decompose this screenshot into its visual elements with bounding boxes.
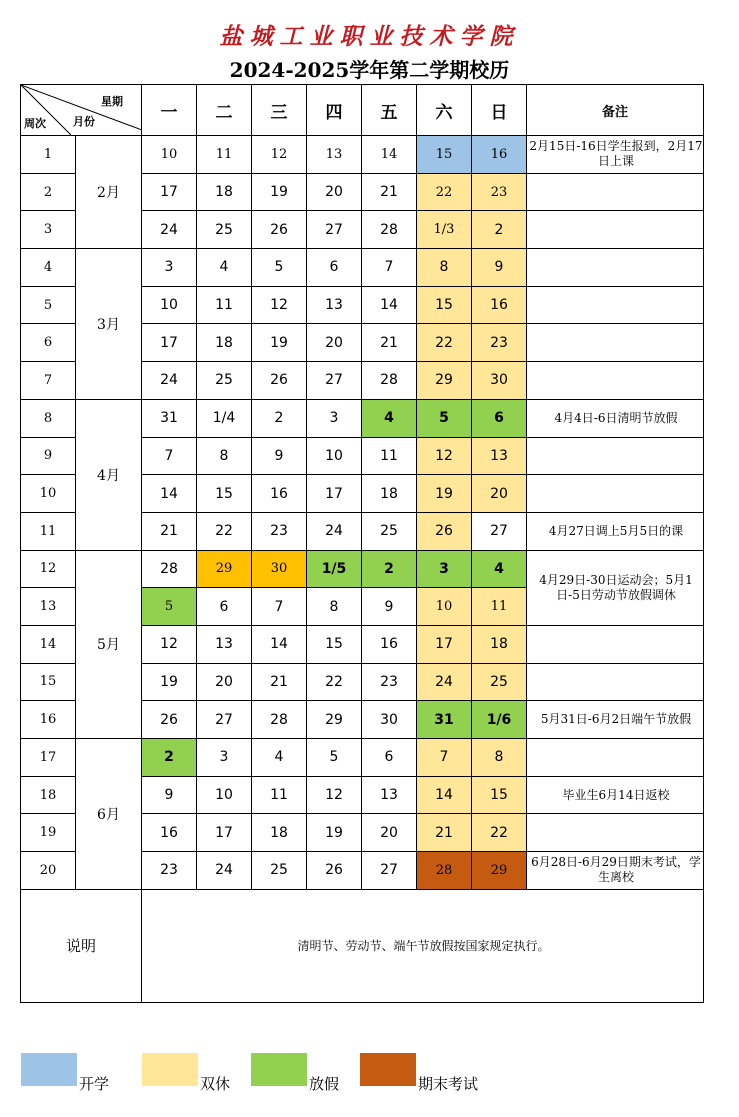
month-cell: 5月 (76, 550, 142, 738)
day-cell-thu: 1/5 (307, 550, 362, 588)
day-cell-wed: 18 (252, 814, 307, 852)
day-cell-sun: 20 (472, 475, 527, 513)
week-number-cell: 7 (21, 362, 76, 400)
day-cell-fri: 14 (362, 136, 417, 174)
note-cell: 4月4日-6日清明节放假 (527, 399, 704, 437)
school-logo-text: 盐城工业职业技术学院 (219, 23, 520, 50)
day-cell-wed: 30 (252, 550, 307, 588)
legend-swatch-holiday (251, 1053, 307, 1086)
day-cell-mon: 26 (142, 701, 197, 739)
legend-label-holiday: 放假 (309, 1075, 340, 1093)
day-cell-sun: 6 (472, 399, 527, 437)
weekday-header-mon: 一 (142, 85, 197, 136)
day-cell-sun: 2 (472, 211, 527, 249)
day-cell-sat: 22 (417, 324, 472, 362)
note-cell (527, 663, 704, 701)
week-number-cell: 1 (21, 136, 76, 174)
day-cell-sun: 25 (472, 663, 527, 701)
day-cell-tue: 27 (197, 701, 252, 739)
note-cell (527, 475, 704, 513)
day-cell-wed: 16 (252, 475, 307, 513)
day-cell-thu: 17 (307, 475, 362, 513)
note-cell (527, 286, 704, 324)
note-cell (527, 249, 704, 287)
day-cell-thu: 24 (307, 512, 362, 550)
note-cell (527, 362, 704, 400)
day-cell-tue: 24 (197, 852, 252, 890)
day-cell-wed: 26 (252, 211, 307, 249)
day-cell-wed: 12 (252, 286, 307, 324)
day-cell-mon: 17 (142, 324, 197, 362)
calendar-table (20, 84, 704, 1003)
day-cell-sat: 19 (417, 475, 472, 513)
month-cell: 6月 (76, 739, 142, 890)
day-cell-mon: 31 (142, 399, 197, 437)
day-cell-sun: 23 (472, 173, 527, 211)
week-number-cell: 6 (21, 324, 76, 362)
note-cell (527, 625, 704, 663)
day-cell-sat: 21 (417, 814, 472, 852)
day-cell-sat: 22 (417, 173, 472, 211)
day-cell-sat: 12 (417, 437, 472, 475)
day-cell-thu: 27 (307, 362, 362, 400)
note-cell (527, 437, 704, 475)
month-cell: 3月 (76, 249, 142, 400)
day-cell-wed: 19 (252, 173, 307, 211)
day-cell-thu: 5 (307, 739, 362, 777)
day-cell-thu: 22 (307, 663, 362, 701)
day-cell-tue: 11 (197, 286, 252, 324)
day-cell-fri: 21 (362, 324, 417, 362)
day-cell-tue: 13 (197, 625, 252, 663)
day-cell-mon: 12 (142, 625, 197, 663)
day-cell-fri: 28 (362, 211, 417, 249)
day-cell-mon: 3 (142, 249, 197, 287)
day-cell-thu: 20 (307, 173, 362, 211)
notes-header: 备注 (527, 85, 704, 136)
legend-swatch-opening (21, 1053, 77, 1086)
day-cell-mon: 21 (142, 512, 197, 550)
week-number-cell: 13 (21, 588, 76, 626)
day-cell-fri: 21 (362, 173, 417, 211)
day-cell-sun: 22 (472, 814, 527, 852)
explanation-row (21, 889, 704, 1002)
day-cell-tue: 17 (197, 814, 252, 852)
day-cell-wed: 12 (252, 136, 307, 174)
day-cell-thu: 29 (307, 701, 362, 739)
day-cell-sat: 7 (417, 739, 472, 777)
day-cell-tue: 20 (197, 663, 252, 701)
day-cell-fri: 4 (362, 399, 417, 437)
day-cell-sat: 31 (417, 701, 472, 739)
day-cell-thu: 12 (307, 776, 362, 814)
corner-label-weekday: 星期 (101, 95, 123, 108)
day-cell-mon: 10 (142, 286, 197, 324)
day-cell-sun: 27 (472, 512, 527, 550)
note-cell: 毕业生6月14日返校 (527, 776, 704, 814)
day-cell-fri: 9 (362, 588, 417, 626)
week-row (21, 399, 704, 437)
day-cell-sat: 5 (417, 399, 472, 437)
day-cell-tue: 4 (197, 249, 252, 287)
day-cell-tue: 15 (197, 475, 252, 513)
day-cell-tue: 29 (197, 550, 252, 588)
week-number-cell: 18 (21, 776, 76, 814)
day-cell-mon: 5 (142, 588, 197, 626)
day-cell-mon: 14 (142, 475, 197, 513)
day-cell-wed: 25 (252, 852, 307, 890)
day-cell-thu: 26 (307, 852, 362, 890)
day-cell-sun: 1/6 (472, 701, 527, 739)
note-cell: 4月27日调上5月5日的课 (527, 512, 704, 550)
legend (0, 1053, 739, 1098)
day-cell-sat: 15 (417, 136, 472, 174)
legend-label-weekend: 双休 (200, 1075, 231, 1093)
day-cell-mon: 19 (142, 663, 197, 701)
day-cell-wed: 2 (252, 399, 307, 437)
corner-label-week: 周次 (24, 117, 46, 130)
corner-label-month: 月份 (73, 115, 95, 128)
day-cell-fri: 14 (362, 286, 417, 324)
day-cell-thu: 13 (307, 286, 362, 324)
month-cell: 4月 (76, 399, 142, 550)
explanation-text: 清明节、劳动节、端午节放假按国家规定执行。 (142, 889, 704, 1002)
note-cell: 6月28日-6月29日期末考试，学生离校 (527, 852, 704, 890)
day-cell-fri: 27 (362, 852, 417, 890)
page-title: 2024-2025学年第二学期校历 (229, 58, 510, 82)
day-cell-tue: 10 (197, 776, 252, 814)
weekday-header-sun: 日 (472, 85, 527, 136)
legend-label-opening: 开学 (79, 1075, 110, 1093)
day-cell-sun: 9 (472, 249, 527, 287)
weekday-header-wed: 三 (252, 85, 307, 136)
week-number-cell: 4 (21, 249, 76, 287)
day-cell-tue: 1/4 (197, 399, 252, 437)
week-row (21, 136, 704, 174)
day-cell-sun: 8 (472, 739, 527, 777)
month-cell: 2月 (76, 136, 142, 249)
week-number-cell: 20 (21, 852, 76, 890)
week-number-cell: 9 (21, 437, 76, 475)
day-cell-wed: 26 (252, 362, 307, 400)
day-cell-wed: 7 (252, 588, 307, 626)
day-cell-tue: 18 (197, 324, 252, 362)
day-cell-mon: 23 (142, 852, 197, 890)
week-number-cell: 12 (21, 550, 76, 588)
day-cell-sat: 10 (417, 588, 472, 626)
legend-swatch-exam (360, 1053, 416, 1086)
week-number-cell: 2 (21, 173, 76, 211)
day-cell-mon: 24 (142, 362, 197, 400)
day-cell-tue: 18 (197, 173, 252, 211)
day-cell-thu: 27 (307, 211, 362, 249)
day-cell-tue: 25 (197, 211, 252, 249)
day-cell-wed: 23 (252, 512, 307, 550)
day-cell-sun: 11 (472, 588, 527, 626)
day-cell-sat: 17 (417, 625, 472, 663)
note-cell (527, 173, 704, 211)
day-cell-fri: 28 (362, 362, 417, 400)
day-cell-sat: 26 (417, 512, 472, 550)
day-cell-sat: 1/3 (417, 211, 472, 249)
day-cell-mon: 10 (142, 136, 197, 174)
day-cell-wed: 19 (252, 324, 307, 362)
day-cell-wed: 28 (252, 701, 307, 739)
week-row (21, 550, 704, 588)
week-number-cell: 14 (21, 625, 76, 663)
corner-header-cell (21, 85, 142, 136)
day-cell-tue: 22 (197, 512, 252, 550)
day-cell-mon: 28 (142, 550, 197, 588)
day-cell-fri: 23 (362, 663, 417, 701)
day-cell-thu: 8 (307, 588, 362, 626)
day-cell-fri: 25 (362, 512, 417, 550)
day-cell-sun: 16 (472, 286, 527, 324)
day-cell-sun: 15 (472, 776, 527, 814)
day-cell-sun: 23 (472, 324, 527, 362)
week-row (21, 249, 704, 287)
day-cell-fri: 16 (362, 625, 417, 663)
day-cell-thu: 3 (307, 399, 362, 437)
week-number-cell: 15 (21, 663, 76, 701)
weekday-header-thu: 四 (307, 85, 362, 136)
day-cell-thu: 20 (307, 324, 362, 362)
day-cell-thu: 19 (307, 814, 362, 852)
day-cell-thu: 13 (307, 136, 362, 174)
day-cell-mon: 17 (142, 173, 197, 211)
week-number-cell: 17 (21, 739, 76, 777)
week-number-cell: 11 (21, 512, 76, 550)
day-cell-sat: 24 (417, 663, 472, 701)
note-cell (527, 211, 704, 249)
day-cell-sun: 4 (472, 550, 527, 588)
note-cell (527, 739, 704, 777)
note-cell: 5月31日-6月2日端午节放假 (527, 701, 704, 739)
day-cell-mon: 2 (142, 739, 197, 777)
day-cell-fri: 6 (362, 739, 417, 777)
note-cell (527, 814, 704, 852)
day-cell-tue: 25 (197, 362, 252, 400)
day-cell-mon: 9 (142, 776, 197, 814)
day-cell-sun: 29 (472, 852, 527, 890)
day-cell-tue: 3 (197, 739, 252, 777)
day-cell-sat: 29 (417, 362, 472, 400)
day-cell-tue: 6 (197, 588, 252, 626)
note-cell: 2月15日-16日学生报到，2月17日上课 (527, 136, 704, 174)
day-cell-sat: 14 (417, 776, 472, 814)
day-cell-fri: 20 (362, 814, 417, 852)
day-cell-sun: 18 (472, 625, 527, 663)
day-cell-sat: 3 (417, 550, 472, 588)
day-cell-sun: 16 (472, 136, 527, 174)
weekday-header-tue: 二 (197, 85, 252, 136)
legend-label-exam: 期末考试 (418, 1075, 479, 1093)
week-number-cell: 3 (21, 211, 76, 249)
header-row (21, 85, 704, 136)
week-number-cell: 10 (21, 475, 76, 513)
day-cell-fri: 18 (362, 475, 417, 513)
note-cell (527, 324, 704, 362)
day-cell-wed: 14 (252, 625, 307, 663)
day-cell-sat: 8 (417, 249, 472, 287)
day-cell-mon: 16 (142, 814, 197, 852)
week-row (21, 739, 704, 777)
day-cell-thu: 15 (307, 625, 362, 663)
weekday-header-sat: 六 (417, 85, 472, 136)
day-cell-fri: 30 (362, 701, 417, 739)
day-cell-wed: 9 (252, 437, 307, 475)
explanation-label: 说明 (21, 889, 142, 1002)
week-number-cell: 16 (21, 701, 76, 739)
day-cell-fri: 7 (362, 249, 417, 287)
legend-swatch-weekend (142, 1053, 198, 1086)
day-cell-wed: 21 (252, 663, 307, 701)
day-cell-mon: 7 (142, 437, 197, 475)
day-cell-wed: 5 (252, 249, 307, 287)
day-cell-thu: 6 (307, 249, 362, 287)
day-cell-tue: 8 (197, 437, 252, 475)
day-cell-fri: 11 (362, 437, 417, 475)
week-number-cell: 8 (21, 399, 76, 437)
day-cell-fri: 2 (362, 550, 417, 588)
day-cell-sun: 13 (472, 437, 527, 475)
weekday-header-fri: 五 (362, 85, 417, 136)
day-cell-wed: 11 (252, 776, 307, 814)
day-cell-tue: 11 (197, 136, 252, 174)
day-cell-thu: 10 (307, 437, 362, 475)
day-cell-fri: 13 (362, 776, 417, 814)
week-number-cell: 19 (21, 814, 76, 852)
day-cell-wed: 4 (252, 739, 307, 777)
week-number-cell: 5 (21, 286, 76, 324)
day-cell-mon: 24 (142, 211, 197, 249)
day-cell-sat: 28 (417, 852, 472, 890)
note-cell: 4月29日-30日运动会；5月1日-5日劳动节放假调休 (527, 550, 704, 625)
day-cell-sun: 30 (472, 362, 527, 400)
day-cell-sat: 15 (417, 286, 472, 324)
